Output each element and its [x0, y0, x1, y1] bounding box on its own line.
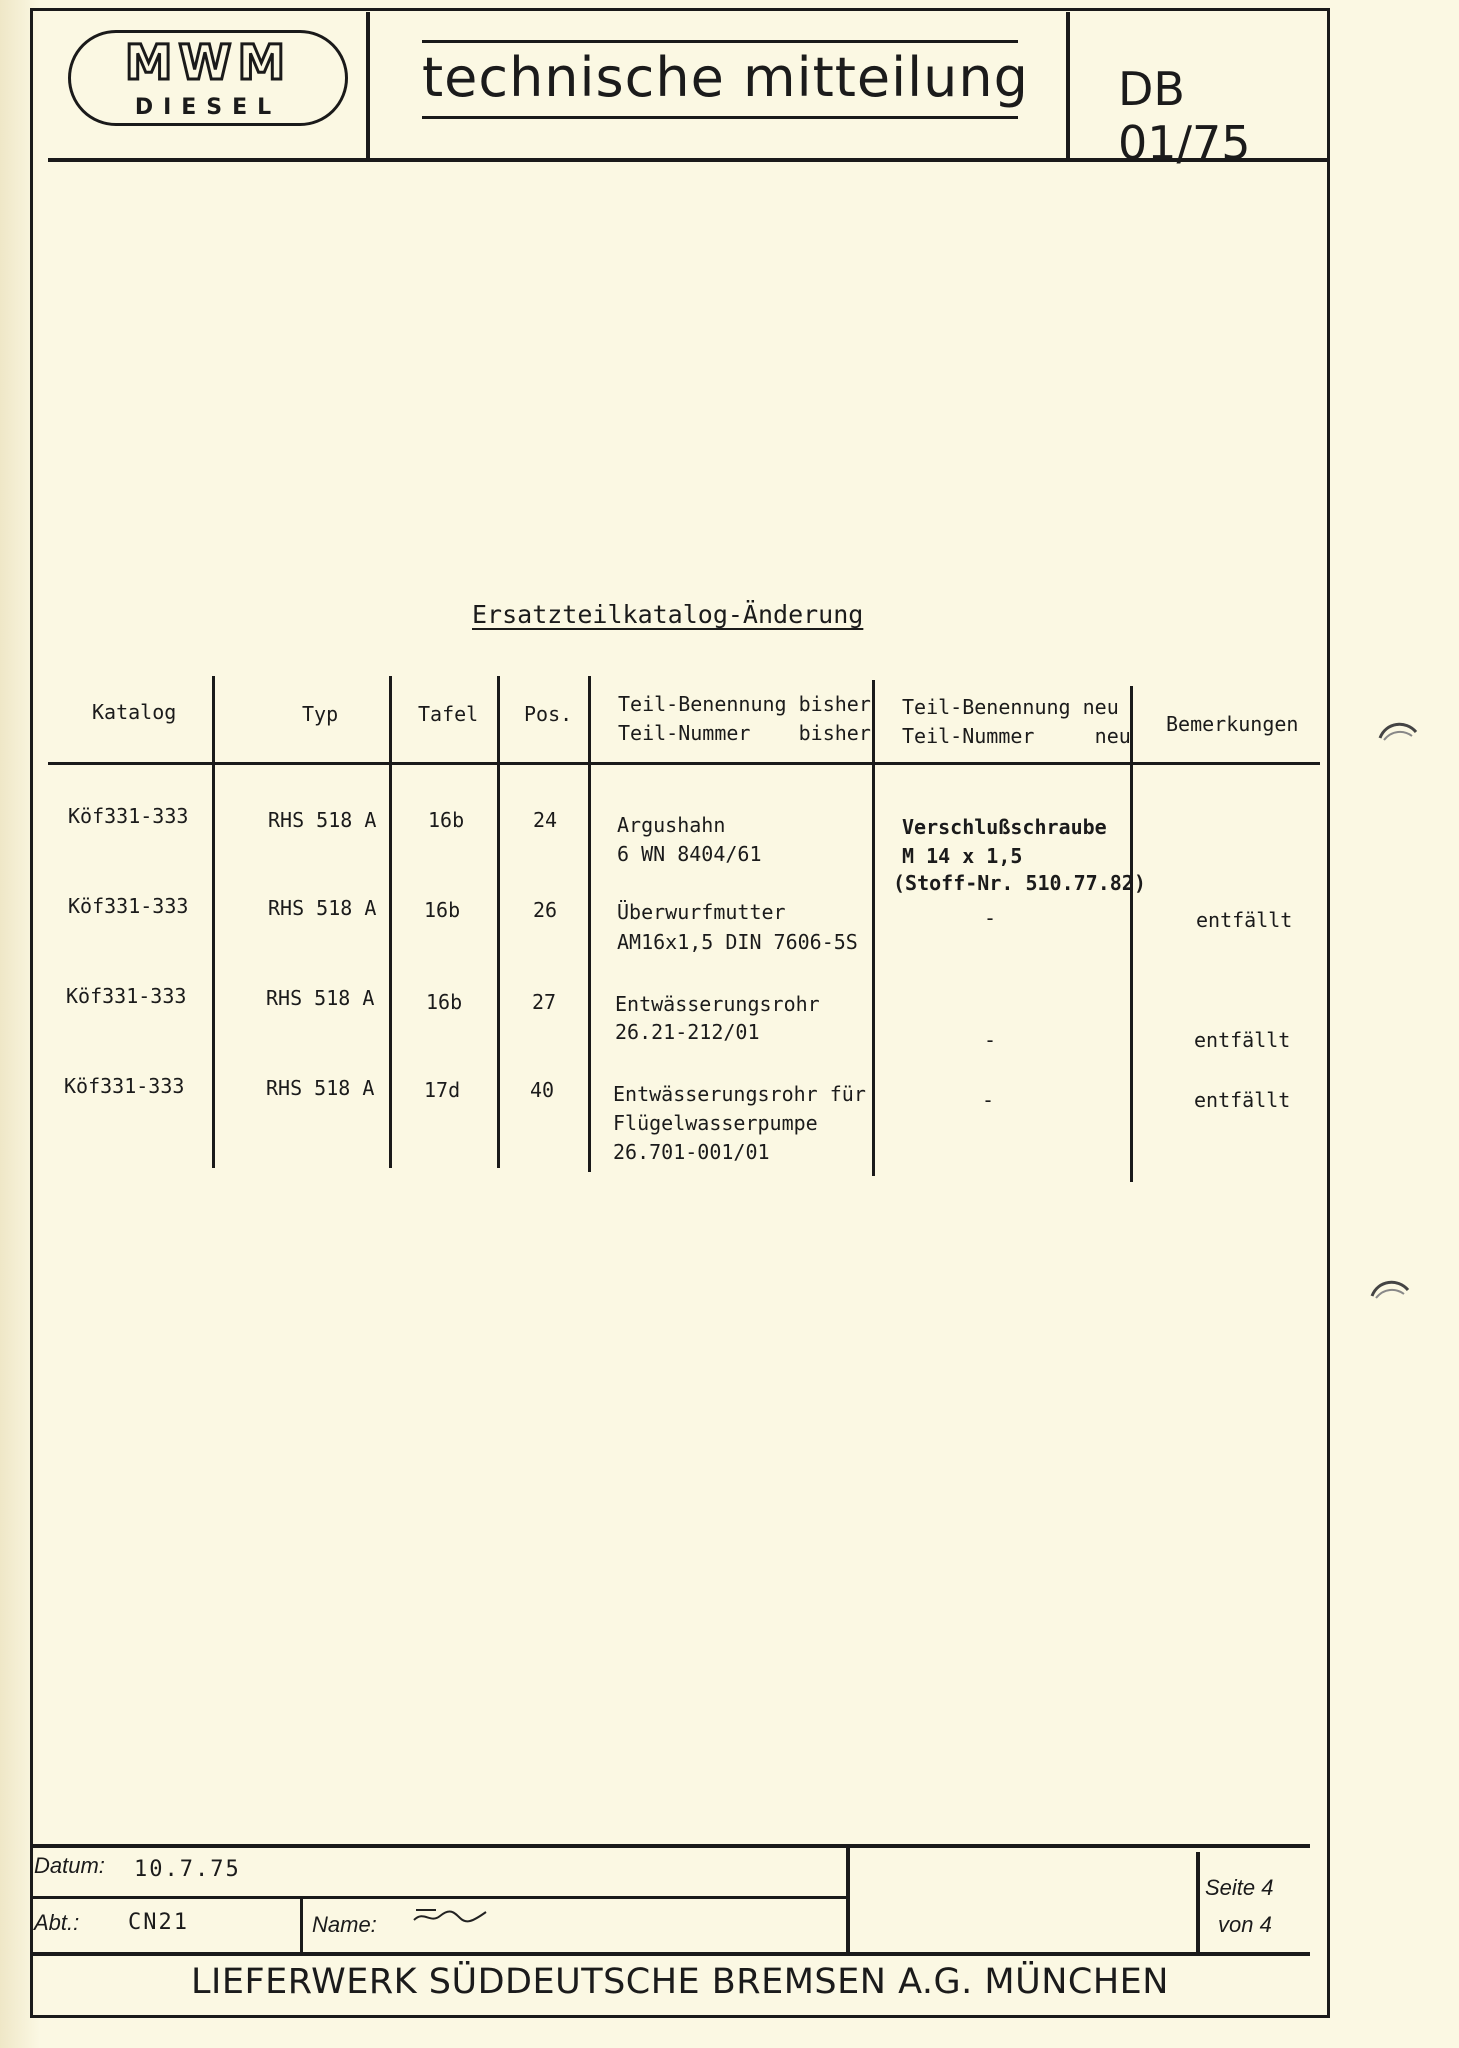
document-title: technische mitteilung	[422, 46, 1029, 109]
header-typ: Typ	[302, 702, 339, 726]
row2-bisher-line1: Überwurfmutter	[617, 900, 786, 924]
header-pos: Pos.	[524, 702, 573, 726]
header-bisher-line1: Teil-Benennung bisher	[618, 692, 871, 716]
punch-hole-mark	[1368, 1274, 1412, 1304]
table-divider-2	[389, 676, 392, 1168]
title-cell	[370, 12, 1070, 158]
row1-neu-line3: (Stoff-Nr. 510.77.82)	[893, 871, 1146, 895]
footer-divider-abt	[300, 1898, 303, 1954]
table-divider-4	[588, 676, 591, 1172]
row1-neu-line2: M 14 x 1,5	[902, 844, 1023, 868]
von-label: von 4	[1218, 1912, 1272, 1937]
seite-label: Seite 4	[1205, 1875, 1274, 1900]
title-rule-bottom	[422, 116, 1018, 119]
row1-bisher-line1: Argushahn	[617, 813, 726, 837]
header-neu-line2: Teil-Nummer neu	[902, 724, 1131, 748]
row4-katalog: Köf331-333	[64, 1074, 185, 1098]
footer-divider-seite	[1196, 1852, 1200, 1954]
abt-value: CN21	[128, 1910, 189, 1935]
row2-bemerkungen: entfällt	[1196, 908, 1293, 932]
row4-bemerkungen: entfällt	[1194, 1088, 1291, 1112]
row3-bisher-line2: 26.21-212/01	[615, 1020, 760, 1044]
doc-number-cell	[1070, 12, 1328, 170]
row4-bisher-line2: Flügelwasserpumpe	[613, 1111, 818, 1135]
row2-katalog: Köf331-333	[68, 894, 189, 918]
row3-bemerkungen: entfällt	[1194, 1028, 1291, 1052]
header-neu-line1: Teil-Benennung neu	[902, 695, 1119, 719]
row3-tafel: 16b	[426, 990, 463, 1014]
mwm-diesel-logo	[68, 30, 348, 126]
row4-neu: -	[982, 1088, 995, 1112]
document-header	[48, 12, 1328, 170]
punch-hole-mark	[1376, 716, 1420, 746]
table-divider-5	[872, 680, 875, 1176]
row3-neu: -	[984, 1028, 997, 1052]
table-header-rule	[48, 762, 1320, 765]
abt-label: Abt.:	[34, 1910, 80, 1935]
logo-brand: MWM	[124, 35, 292, 91]
row1-pos: 24	[533, 808, 558, 832]
row1-neu-line1: Verschlußschraube	[902, 815, 1107, 839]
supplier-name: LIEFERWERK SÜDDEUTSCHE BREMSEN A.G. MÜNCHEN	[191, 1962, 1169, 2002]
row3-typ: RHS 518 A	[266, 986, 375, 1010]
logo-subtitle: DIESEL	[134, 95, 282, 120]
row3-bisher-line1: Entwässerungsrohr	[615, 992, 820, 1016]
footer-bottom-rule	[30, 1952, 1310, 1956]
name-label: Name:	[312, 1912, 377, 1937]
header-tafel: Tafel	[418, 702, 479, 726]
row2-tafel: 16b	[424, 898, 461, 922]
signature-mark	[410, 1902, 490, 1932]
row2-pos: 26	[533, 898, 558, 922]
logo-cell	[48, 12, 370, 158]
section-title: Ersatzteilkatalog-Änderung	[472, 600, 864, 629]
table-divider-3	[497, 676, 500, 1168]
table-divider-6	[1130, 686, 1133, 1182]
row4-pos: 40	[530, 1078, 555, 1102]
footer-top-rule	[30, 1844, 1310, 1848]
row2-neu: -	[984, 906, 997, 930]
datum-label: Datum:	[34, 1853, 105, 1878]
row4-bisher-line1: Entwässerungsrohr für	[613, 1082, 866, 1106]
header-katalog: Katalog	[92, 700, 177, 724]
row2-bisher-line2: AM16x1,5 DIN 7606-5S	[617, 930, 858, 954]
row1-typ: RHS 518 A	[268, 808, 377, 832]
footer-divider-mid	[846, 1846, 850, 1954]
header-bemerkungen: Bemerkungen	[1166, 712, 1299, 736]
row3-pos: 27	[532, 990, 557, 1014]
document-number: DB 01/75	[1118, 62, 1251, 170]
row1-tafel: 16b	[428, 808, 465, 832]
header-bisher-line2: Teil-Nummer bisher	[618, 721, 871, 745]
row4-typ: RHS 518 A	[266, 1076, 375, 1100]
table-divider-1	[212, 676, 215, 1168]
row4-bisher-line3: 26.701-001/01	[613, 1140, 770, 1164]
footer-mid-rule	[30, 1896, 846, 1899]
row3-katalog: Köf331-333	[66, 984, 187, 1008]
row1-bisher-line2: 6 WN 8404/61	[617, 842, 762, 866]
row1-katalog: Köf331-333	[68, 804, 189, 828]
title-rule-top	[422, 40, 1018, 43]
row2-typ: RHS 518 A	[268, 896, 377, 920]
datum-value: 10.7.75	[134, 1857, 241, 1882]
row4-tafel: 17d	[424, 1078, 461, 1102]
